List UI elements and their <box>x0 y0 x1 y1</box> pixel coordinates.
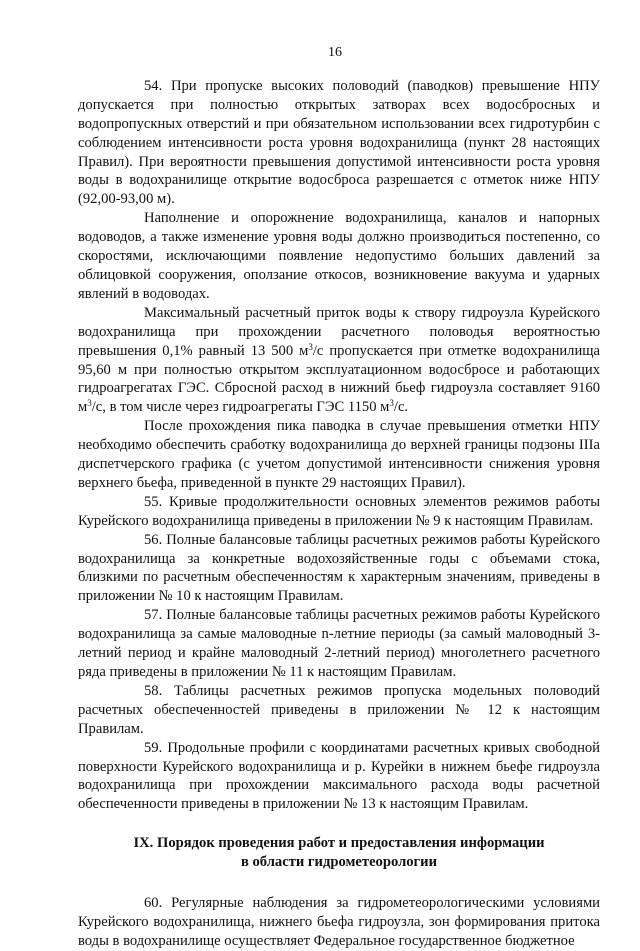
section-heading <box>78 834 600 872</box>
paragraph-58: 58. Таблицы расчетных режимов пропуска модельных половодий расчетных обеспеченностей приведены в приложении № 12 к настоящим Правилам. <box>78 682 600 737</box>
paragraph-56: 56. Полные балансовые таблицы расчетных режимов работы Курейского водохранилища за конкретные водохозяйственные годы с объемами стока, близкими по расчетным обеспеченностям к характерным значениям, приведены в приложении № 10 к настоящим Правилам. <box>78 531 600 605</box>
max-inflow-text-1: Максимальный расчетный приток воды к створу гидроузла Курейского водохранилища при прохождении расчетного половодья вероятностью превышения 0,1% равный 13 500 м <box>78 304 600 359</box>
page-number: 16 <box>328 45 342 60</box>
paragraph-max-inflow <box>78 304 600 417</box>
paragraph-57: 57. Полные балансовые таблицы расчетных режимов работы Курейского водохранилища за самые маловодные n-летние периоды (за самый маловодный 3-летний период и крайне маловодный 2-летний период) многолетнего расчетного ряда приведены в приложении № 11 к настоящим Правилам. <box>78 607 600 680</box>
section-heading-line-2: в области гидрометеорологии <box>240 854 437 871</box>
paragraph-54: 54. При пропуске высоких половодий (паводков) превышение НПУ допускается при полностью открытых затворах всех водосбросных и водопропускных отверстий и при обязательном использовании всех гидротурбин с соблюдением интенсивности роста уровня водохранилища (пункт 28 настоящих Правил). При вероятности превышения допустимой интенсивности роста уровня воды в водохранилище открытие водосброса разрешается с отметок ниже НПУ (92,00-93,00 м). <box>78 77 600 208</box>
paragraph-55: 55. Кривые продолжительности основных элементов режимов работы Курейского водохранилища приведены в приложении № 9 к настоящим Правилам. <box>78 493 600 529</box>
superscript-cubic-1: 3 <box>308 341 313 352</box>
superscript-cubic-2: 3 <box>87 398 92 409</box>
paragraph-60: 60. Регулярные наблюдения за гидрометеорологическими условиями Курейского водохранилища, нижнего бьефа гидроузла, зон формирования притока воды в водохранилище осуществляет Федеральное государственное бюджетное <box>78 895 600 950</box>
superscript-cubic-3: 3 <box>389 398 394 409</box>
paragraph-after-peak: После прохождения пика паводка в случае превышения отметки НПУ необходимо обеспечить сработку водохранилища до верхней границы подзоны IIIа диспетчерского графика (с учетом допустимой интенсивности снижения уровня верхнего бьефа, приведенной в пункте 29 настоящих Правил). <box>78 418 600 491</box>
max-inflow-text-4: /с. <box>393 399 409 416</box>
paragraph-59: 59. Продольные профили с координатами расчетных кривых свободной поверхности Курейского водохранилища и р. Курейки в нижнем бьефе гидроузла водохранилища при прохождении максимального расхода воды расчетной обеспеченности приведены в приложении № 13 к настоящим Правилам. <box>78 739 600 813</box>
paragraph-filling: Наполнение и опорожнение водохранилища, каналов и напорных водоводов, а также изменение уровня воды должно производиться постепенно, со скоростями, исключающими появление недопустимо больших давлений за облицовкой сооружения, оползание откосов, возникновение вакуума и ударных явлений в водоводах. <box>78 210 600 302</box>
max-inflow-text-3: /с, в том числе через гидроагрегаты ГЭС 1150 м <box>91 399 390 416</box>
section-heading-line-1: IX. Порядок проведения работ и предоставления информации <box>133 835 545 852</box>
max-inflow-text-2: /с пропускается при отметке водохранилища 95,60 м при полностью открытом эксплуатационном водосбросе и работающих гидроагрегатах ГЭС. Сбросной расход в нижний бьеф гидроузла составляет 9160 м <box>78 342 600 416</box>
